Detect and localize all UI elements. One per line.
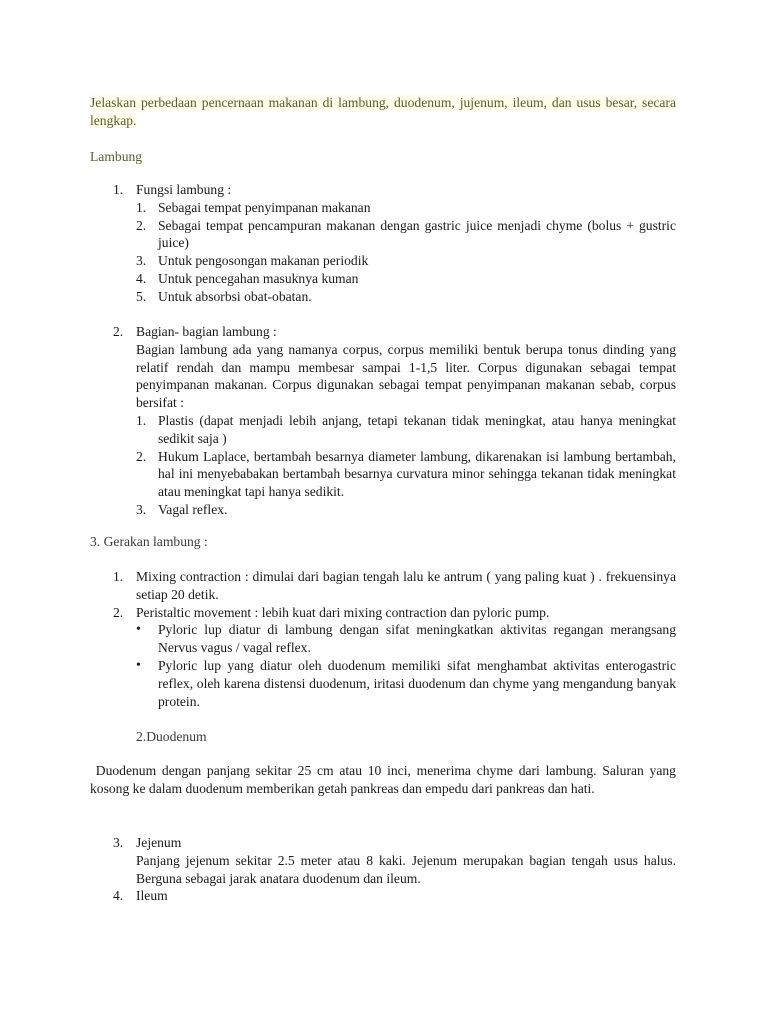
list-item xyxy=(136,288,676,306)
bullet-icon: • xyxy=(136,657,141,673)
list-number: 3. xyxy=(136,253,147,269)
list-item xyxy=(113,834,676,852)
list-item-text: Mixing contraction : dimulai dari bagian tengah lalu ke antrum ( yang paling kuat ) . frekuensinya setiap 20 detik. xyxy=(136,569,676,602)
section-heading xyxy=(113,323,676,341)
list-item-text: Plastis (dapat menjadi lebih anjang, tetapi tekanan tidak meningkat, atau hanya meningkat sedikit saja ) xyxy=(158,412,676,446)
section-jejenum-ileum xyxy=(113,834,676,905)
list-number: 2. xyxy=(113,604,124,620)
section-bagian-lambung xyxy=(113,323,676,519)
intro-question xyxy=(90,94,676,130)
intro-text: Jelaskan perbedaan pencernaan makanan di lambung, duodenum, jujenum, ileum, dan usus besar, secara lengkap. xyxy=(90,95,676,128)
section-title: Fungsi lambung : xyxy=(136,182,232,197)
list-item xyxy=(136,448,676,501)
list-item xyxy=(136,252,676,270)
corpus-paragraph: Bagian lambung ada yang namanya corpus, corpus memiliki bentuk berupa tonus dinding yang relatif rendah dan mampu membesar sampai 1-1,5 liter. Corpus digunakan sebagai tempat penyimpanan makanan. Corpus digunakan sebagai tempat penyimpanan makanan sebab, corpus bersifat : xyxy=(136,341,676,411)
bullet-text: Pyloric lup yang diatur oleh duodenum memiliki sifat menghambat aktivitas enterogastric reflex, oleh karena distensi duodenum, iritasi duodenum dan chyme yang mengandung banyak protein. xyxy=(158,657,676,709)
bullet-list xyxy=(136,621,676,710)
bullet-icon: • xyxy=(136,622,141,638)
list-item xyxy=(136,199,676,217)
section-fungsi-lambung xyxy=(113,181,676,306)
bullet-text: Pyloric lup diatur di lambung dengan sifat meningkatkan aktivitas regangan merangsang Nervus vagus / vagal reflex. xyxy=(158,622,676,656)
section-gerakan-lambung xyxy=(113,568,676,710)
ileum-title: Ileum xyxy=(136,888,168,904)
duodenum-text: Duodenum dengan panjang sekitar 25 cm atau 10 inci, menerima chyme dari lambung. Saluran yang kosong ke dalam duodenum memberikan getah pankreas dan empedu dari pankreas dan hati. xyxy=(90,763,676,796)
list-number: 1. xyxy=(136,412,147,428)
list-item-text: Vagal reflex. xyxy=(158,501,228,517)
list-number: 2. xyxy=(113,324,124,339)
list-number: 3. xyxy=(113,835,124,850)
list-number: 1. xyxy=(136,199,147,215)
list-item xyxy=(136,217,676,253)
duodenum-paragraph xyxy=(90,762,676,798)
section-heading xyxy=(113,181,676,199)
list-item xyxy=(113,604,676,622)
corpus-list xyxy=(136,412,676,519)
list-item-text: Peristaltic movement : lebih kuat dari mixing contraction dan pyloric pump. xyxy=(136,604,550,620)
list-number: 2. xyxy=(136,217,147,233)
jejenum-paragraph: Panjang jejenum sekitar 2.5 meter atau 8 kaki. Jejenum merupakan bagian tengah usus halus. Berguna sebagai jarak anatara duodenum dan ileum. xyxy=(136,852,676,886)
list-item xyxy=(136,270,676,288)
list-number: 1. xyxy=(113,182,124,197)
bullet-item xyxy=(136,621,676,657)
lambung-heading: Lambung xyxy=(90,149,143,164)
list-item-text: Untuk pencegahan masuknya kuman xyxy=(158,270,359,286)
duodenum-heading: 2.Duodenum xyxy=(136,729,207,744)
list-item xyxy=(113,568,676,604)
list-item xyxy=(136,412,676,448)
list-item-text: Sebagai tempat pencampuran makanan dengan gastric juice menjadi chyme (bolus + gustric juice) xyxy=(158,217,676,251)
list-item-text: Sebagai tempat penyimpanan makanan xyxy=(158,199,371,215)
section-title: Bagian- bagian lambung : xyxy=(136,324,277,339)
list-number: 3. xyxy=(136,501,147,517)
list-number: 2. xyxy=(136,448,147,464)
list-item-text: Untuk pengosongan makanan periodik xyxy=(158,253,369,269)
list-item xyxy=(113,887,676,905)
list-number: 4. xyxy=(136,270,147,286)
jejenum-title: Jejenum xyxy=(136,835,182,850)
list-number: 5. xyxy=(136,288,147,304)
list-item-text: Untuk absorbsi obat-obatan. xyxy=(158,288,312,304)
bullet-item xyxy=(136,657,676,710)
gerakan-heading: 3. Gerakan lambung : xyxy=(90,534,208,549)
fungsi-list xyxy=(136,199,676,306)
list-number: 4. xyxy=(113,888,124,904)
list-item xyxy=(136,501,676,519)
list-number: 1. xyxy=(113,569,124,584)
list-item-text: Hukum Laplace, bertambah besarnya diameter lambung, dikarenakan isi lambung bertambah, hal ini menyebabakan bertambah besarnya curvatura minor sehingga tekanan tidak meningkat atau meningkat tapi hanya sedikit. xyxy=(158,448,676,500)
